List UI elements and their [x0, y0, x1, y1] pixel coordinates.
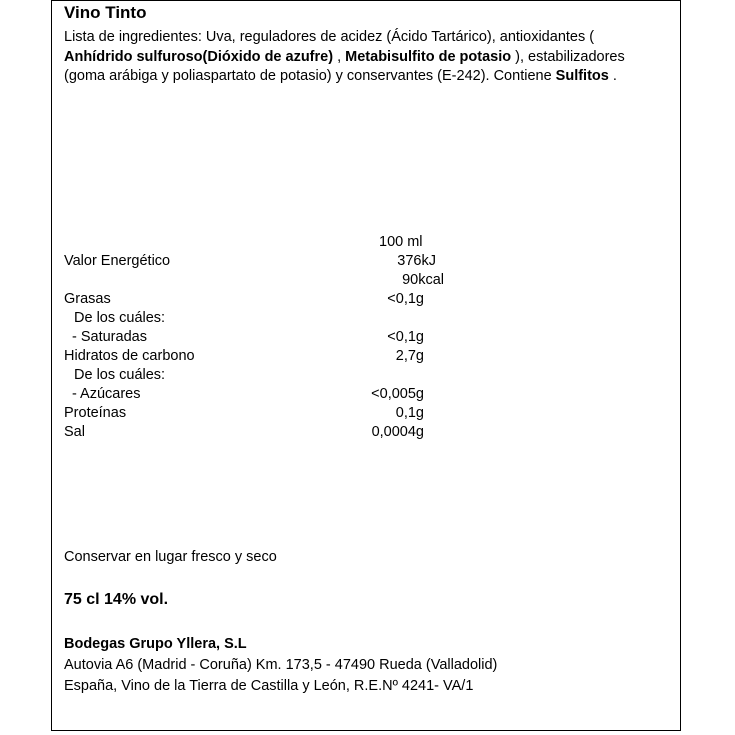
nutrient-value: 2,7g [395, 348, 424, 364]
nutrient-value: <0,1g [387, 291, 424, 307]
ingredients-list [64, 28, 664, 87]
nutrient-label: - Saturadas [72, 329, 147, 345]
ingredient-anhidrido: Anhídrido sulfuroso(Dióxido de azufre) [64, 48, 334, 65]
nutrient-sublabel: De los cuáles: [74, 310, 166, 326]
nutrient-label: Proteínas [64, 405, 127, 421]
energy-kcal: 90kcal [402, 272, 444, 288]
ingredient-metabisulfito: Metabisulfito de potasio [345, 48, 512, 65]
producer-region: España, Vino de la Tierra de Castilla y León, R.E.Nº 4241- VA/1 [64, 678, 474, 694]
producer-address: Autovia A6 (Madrid - Coruña) Km. 173,5 - 47490 Rueda (Valladolid) [64, 657, 498, 673]
ingredients-text-1: Lista de ingredientes: Uva, reguladores de acidez (Ácido Tartárico), antioxidantes ( [64, 29, 595, 45]
energy-label: Valor Energético [64, 253, 171, 269]
energy-kj: 376kJ [397, 253, 436, 269]
ingredient-sulfitos: Sulfitos [555, 68, 609, 84]
ingredients-text-3: ), estabilizadores (goma arábiga y poliaspartato de potasio) y conservantes (E-242). Contiene [64, 48, 625, 84]
nutrient-value: 0,1g [395, 405, 424, 421]
nutrient-value: <0,005g [371, 386, 424, 402]
nutrient-label: Grasas [64, 291, 111, 307]
volume-alcohol: 75 cl 14% vol. [64, 591, 169, 608]
storage-instructions: Conservar en lugar fresco y seco [64, 549, 277, 565]
nutrient-label: Hidratos de carbono [64, 348, 195, 364]
product-title: Vino Tinto [64, 3, 147, 22]
ingredients-text-2: , [333, 48, 346, 65]
nutrient-label: Sal [64, 424, 85, 440]
nutrient-value: 0,0004g [371, 424, 424, 440]
nutrient-value: <0,1g [387, 329, 424, 345]
producer-name: Bodegas Grupo Yllera, S.L [64, 636, 247, 652]
nutrition-header: 100 ml [379, 234, 423, 250]
nutrient-label: - Azúcares [72, 386, 141, 402]
ingredients-text-4: . [608, 68, 617, 84]
nutrient-sublabel: De los cuáles: [74, 367, 166, 383]
